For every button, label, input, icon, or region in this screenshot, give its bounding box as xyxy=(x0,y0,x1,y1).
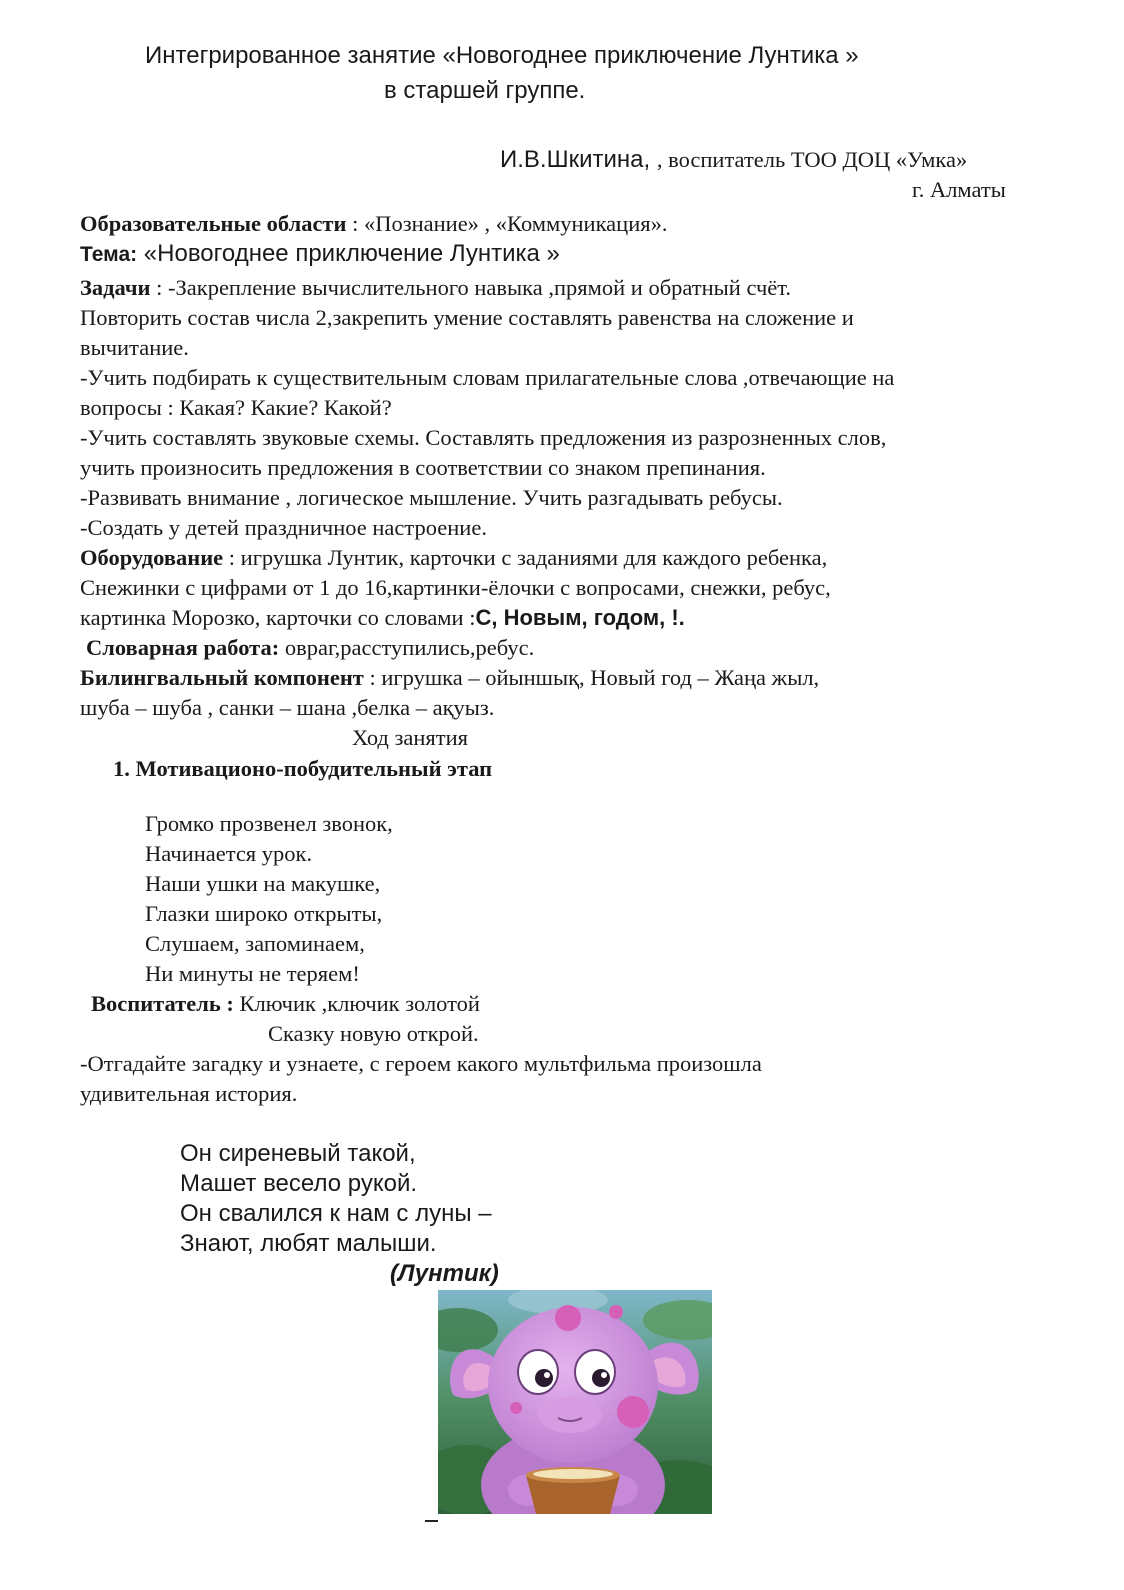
riddle-line: Он свалился к нам с луны – xyxy=(180,1200,492,1227)
tasks-item: -Развивать внимание , логическое мышление. Учить разгадывать ребусы. xyxy=(80,485,783,510)
teacher-text: Ключик ,ключик золотой xyxy=(233,991,480,1016)
poem-line: Слушаем, запоминаем, xyxy=(145,931,365,956)
bilingual-text: : игрушка – ойыншық, Новый год – Жаңа жыл, xyxy=(363,665,820,690)
tasks-item: учить произносить предложения в соответствии со знаком препинания. xyxy=(80,455,766,480)
author-city: г. Алматы xyxy=(912,177,1006,202)
riddle-intro-line-2: удивительная история. xyxy=(80,1081,298,1106)
equipment-line xyxy=(80,545,827,571)
tasks-item: вопросы : Какая? Какие? Какой? xyxy=(80,395,392,420)
poem-line: Ни минуты не теряем! xyxy=(145,961,360,986)
luntik-illustration xyxy=(438,1290,712,1514)
poem-line: Начинается урок. xyxy=(145,841,313,866)
vocabulary-label: Словарная работа: xyxy=(86,635,280,660)
tasks-item: -Создать у детей праздничное настроение. xyxy=(80,515,487,540)
vocabulary-line xyxy=(86,635,534,661)
tasks-item: вычитание. xyxy=(80,335,189,360)
equipment-label: Оборудование xyxy=(80,545,224,570)
tasks-label: Задачи xyxy=(80,275,151,300)
theme-text: «Новогоднее приключение Лунтика » xyxy=(137,240,560,267)
teacher-line xyxy=(91,991,480,1017)
poem-line: Наши ушки на макушке, xyxy=(145,871,381,896)
equipment-text-line-2: Снежинки с цифрами от 1 до 16,картинки-ёлочки с вопросами, снежки, ребус, xyxy=(80,575,831,600)
document-title-line-1: Интегрированное занятие «Новогоднее приключение Лунтика » xyxy=(145,42,859,69)
lesson-heading: Ход занятия xyxy=(352,725,468,750)
tasks-item: -Учить составлять звуковые схемы. Составлять предложения из разрозненных слов, xyxy=(80,425,887,450)
educational-areas-text: : «Познание» , «Коммуникация». xyxy=(346,211,668,236)
riddle-answer: (Лунтик) xyxy=(390,1260,499,1287)
tasks-text: : -Закрепление вычислительного навыка ,прямой и обратный счёт. xyxy=(150,275,792,300)
equipment-line-3 xyxy=(80,605,685,631)
equipment-word-cards: С, Новым, годом, !. xyxy=(475,605,685,630)
educational-areas-line xyxy=(80,211,667,237)
author-name: И.В.Шкитина, xyxy=(500,146,657,173)
theme-line xyxy=(80,240,560,268)
bilingual-label: Билингвальный компонент xyxy=(80,665,364,690)
educational-areas-label: Образовательные области xyxy=(80,211,347,236)
stray-dash xyxy=(425,1520,438,1522)
author-role: , воспитатель ТОО ДОЦ «Умка» xyxy=(656,147,968,172)
poem-line: Громко прозвенел звонок, xyxy=(145,811,393,836)
riddle-line: Машет весело рукой. xyxy=(180,1170,418,1197)
poem-line: Глазки широко открыты, xyxy=(145,901,383,926)
teacher-label: Воспитатель : xyxy=(91,991,234,1016)
author-line xyxy=(500,146,967,174)
teacher-text-line-2: Сказку новую открой. xyxy=(268,1021,479,1046)
tasks-item: Повторить состав числа 2,закрепить умение составлять равенства на сложение и xyxy=(80,305,854,330)
tasks-line xyxy=(80,275,791,301)
theme-label: Тема: xyxy=(80,243,138,266)
vocabulary-text: овраг,расступились,ребус. xyxy=(279,635,535,660)
document-title-line-2: в старшей группе. xyxy=(384,77,586,104)
equipment-text-line-3: картинка Морозко, карточки со словами : xyxy=(80,605,476,630)
riddle-intro-line-1: -Отгадайте загадку и узнаете, с героем какого мультфильма произошла xyxy=(80,1051,762,1076)
riddle-line: Знают, любят малыши. xyxy=(180,1230,437,1257)
equipment-text: : игрушка Лунтик, карточки с заданиями для каждого ребенка, xyxy=(223,545,828,570)
bilingual-text-line-2: шуба – шуба , санки – шана ,белка – ақуыз. xyxy=(80,695,495,720)
stage-1-heading: 1. Мотивационо-побудительный этап xyxy=(113,756,493,781)
tasks-item: -Учить подбирать к существительным словам прилагательные слова ,отвечающие на xyxy=(80,365,895,390)
bilingual-line xyxy=(80,665,819,691)
riddle-line: Он сиреневый такой, xyxy=(180,1140,416,1167)
